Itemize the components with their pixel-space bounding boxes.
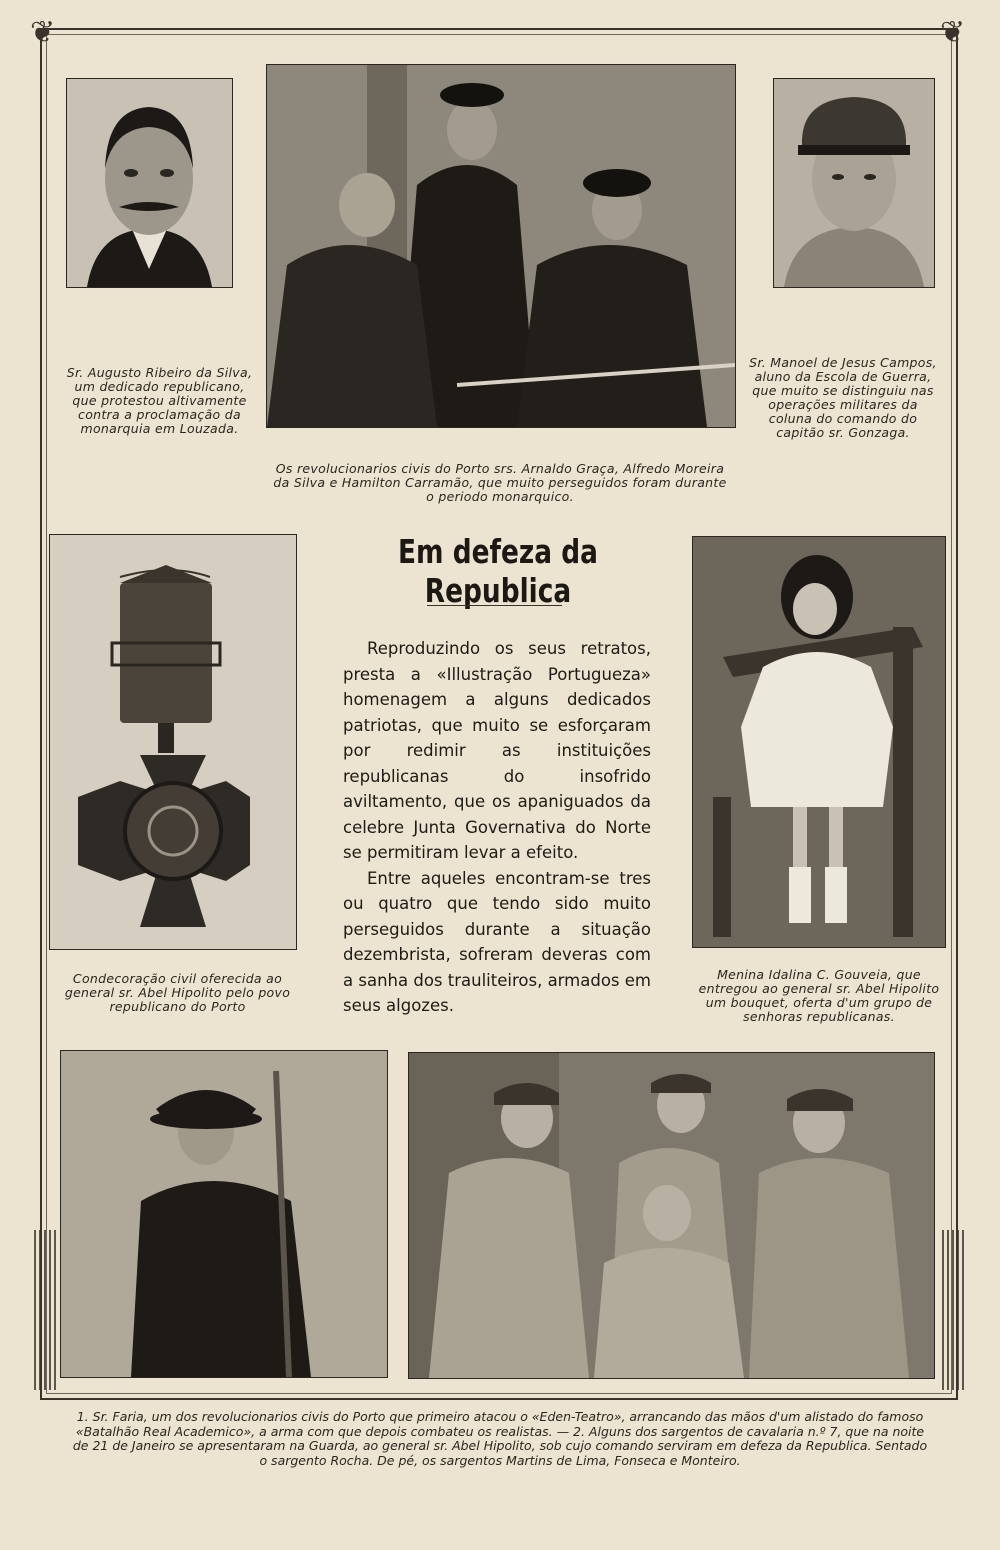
article-paragraph: Reproduzindo os seus retratos, presta a «Illustração Portugueza» homenagem a alguns dedicados patriotas, que muito se esforçaram por redimir as instituições republicanas do insofrido aviltamento, que os apaniguados da celebre Junta Governativa do Norte se permitiram levar a efeito. [343, 639, 651, 862]
photo-condecoracao-medal [49, 534, 297, 950]
article-title: Em defeza da Republica [397, 532, 598, 610]
caption-bottom-photos: 1. Sr. Faria, um dos revolucionarios civis do Porto que primeiro atacou o «Eden-Teatro», arrancando das mãos d'um alistado do famoso «Batalhão Real Academico», a arma com que depois combateu os realistas. — 2. Alguns dos sargentos de cavalaria n.º 7, que na noite de 21 de Janeiro se apresentaram na Guarda, ao general sr. Abel Hipolito, sob cujo comando serviram em defeza da Republica. Sentado o sargento Rocha. De pé, os sargentos Martins de Lima, Fonseca e Monteiro. [72, 1409, 928, 1468]
corner-ornament-top-left: ❦ [30, 15, 56, 50]
portrait-manoel-campos [773, 78, 935, 288]
photo-menina-idalina [692, 536, 946, 948]
photo-sargentos-cavalaria [408, 1052, 935, 1379]
article-body [343, 636, 651, 1019]
article-paragraph: Entre aqueles encontram-se tres ou quatro que tendo sido muito perseguidos durante a situação dezembrista, sofreram deveras com a sanha dos trauliteiros, armados em seus algozes. [343, 868, 651, 1015]
caption-menina-idalina: Menina Idalina C. Gouveia, que entregou ao general sr. Abel Hipolito um bouquet, oferta d'um grupo de senhoras republicanas. [698, 967, 940, 1024]
caption-revolucionarios-civis: Os revolucionarios civis do Porto srs. Arnaldo Graça, Alfredo Moreira da Silva e Hamilton Carramão, que muito perseguidos foram durante o periodo monarquico. [273, 461, 727, 504]
photo-sr-faria [60, 1050, 388, 1378]
tassel-ornament-left [34, 1230, 56, 1390]
photo-revolucionarios-civis [266, 64, 736, 428]
caption-manoel-campos: Sr. Manoel de Jesus Campos, aluno da Escola de Guerra, que muito se distinguiu nas operações militares da coluna do comando do capitão sr. Gonzaga. [749, 355, 937, 440]
corner-ornament-top-right: ❦ [940, 15, 966, 50]
portrait-augusto-ribeiro [66, 78, 233, 288]
tassel-ornament-right [942, 1230, 964, 1390]
caption-augusto-ribeiro: Sr. Augusto Ribeiro da Silva, um dedicado republicano, que protestou altivamente contra a proclamação da monarquia em Louzada. [66, 365, 253, 436]
caption-condecoracao: Condecoração civil oferecida ao general sr. Abel Hipolito pelo povo republicano do Porto [64, 971, 291, 1014]
title-divider [427, 605, 562, 606]
